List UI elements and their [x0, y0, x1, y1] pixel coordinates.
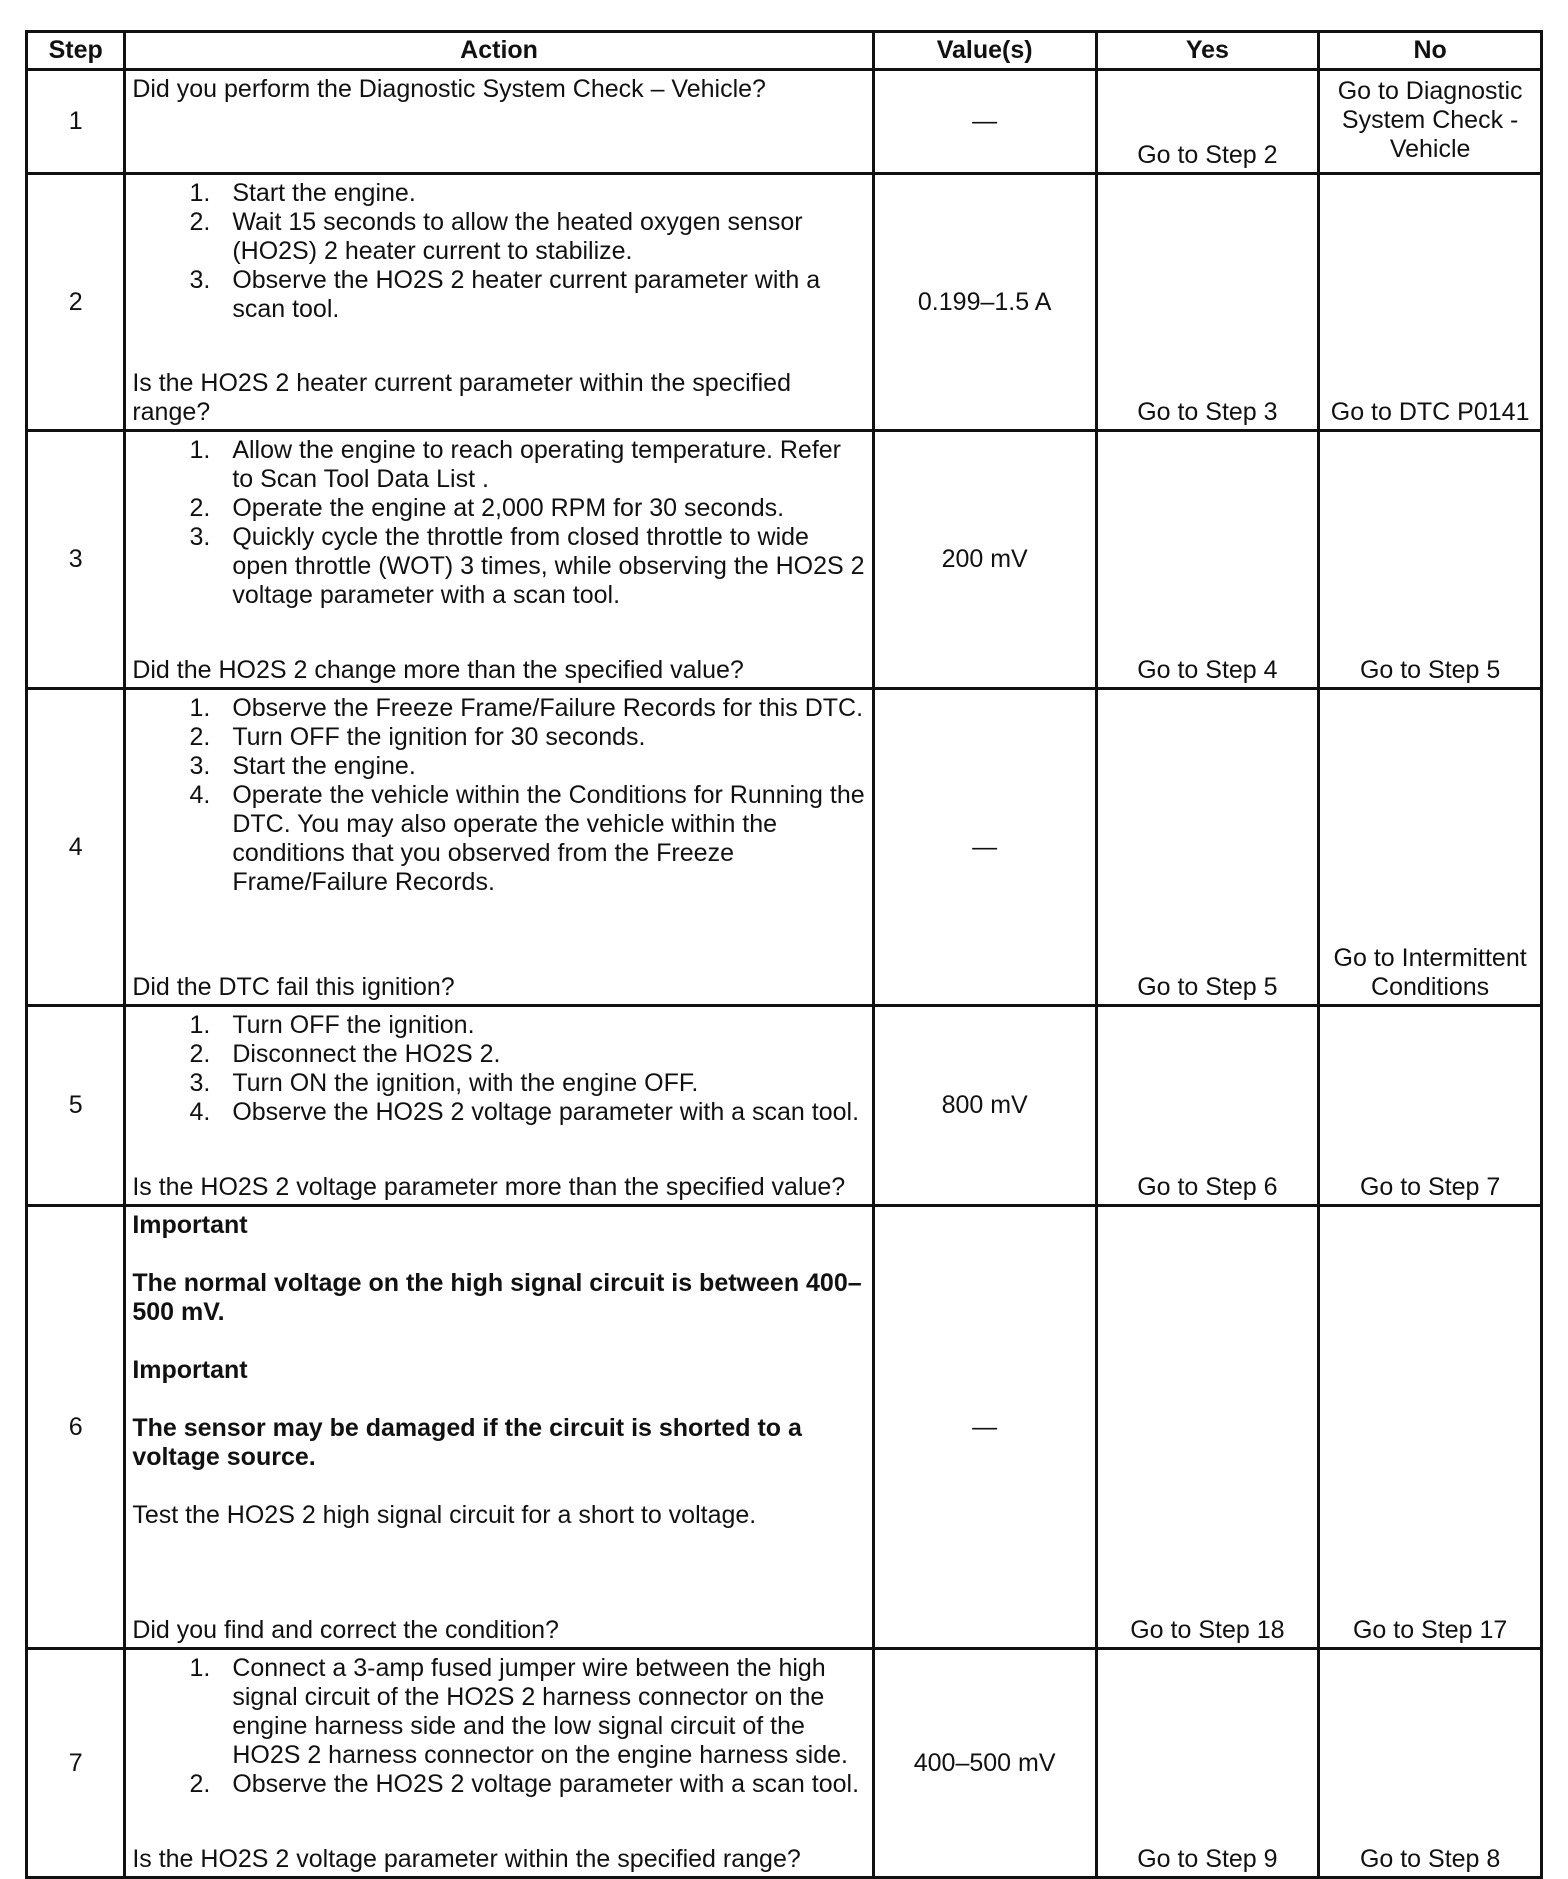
- table-row: [27, 1206, 1542, 1649]
- table-row: [27, 70, 1542, 174]
- action-cell: [125, 1206, 873, 1649]
- yes-cell: Go to Step 3: [1096, 174, 1319, 431]
- action-question: Is the HO2S 2 heater current parameter within the specified range?: [132, 369, 791, 426]
- yes-cell: Go to Step 5: [1096, 689, 1319, 1006]
- value-cell: 400–500 mV: [873, 1649, 1096, 1878]
- action-steps: [132, 436, 865, 610]
- list-item: 2. Turn OFF the ignition for 30 seconds.: [189, 723, 646, 751]
- action-question: Did the HO2S 2 change more than the specified value?: [132, 656, 744, 684]
- no-cell: Go to DTC P0141: [1319, 174, 1542, 431]
- header-row: [27, 32, 1542, 70]
- list-item: 1. Allow the engine to reach operating temperature. Refer to Scan Tool Data List .: [189, 436, 842, 493]
- step-number: 6: [27, 1206, 125, 1649]
- action-cell: [125, 689, 873, 1006]
- important-label: Important: [132, 1356, 248, 1384]
- no-cell: Go to Step 8: [1319, 1649, 1542, 1878]
- action-cell: [125, 174, 873, 431]
- important-note: The sensor may be damaged if the circuit is shorted to a voltage source.: [132, 1414, 802, 1471]
- table-row: [27, 431, 1542, 689]
- value-cell: 800 mV: [873, 1006, 1096, 1206]
- no-cell: Go to Step 17: [1319, 1206, 1542, 1649]
- header-action: Action: [125, 32, 873, 70]
- step-number: 7: [27, 1649, 125, 1878]
- important-label: Important: [132, 1211, 248, 1239]
- header-yes: Yes: [1096, 32, 1319, 70]
- list-item: 3. Observe the HO2S 2 heater current parameter with a scan tool.: [189, 266, 821, 323]
- list-item: 1. Observe the Freeze Frame/Failure Records for this DTC.: [189, 694, 864, 722]
- action-question: Is the HO2S 2 voltage parameter more than the specified value?: [132, 1173, 846, 1201]
- step-number: 2: [27, 174, 125, 431]
- no-cell: Go to Step 5: [1319, 431, 1542, 689]
- list-item: 2. Disconnect the HO2S 2.: [189, 1040, 501, 1068]
- action-cell: [125, 431, 873, 689]
- table-row: [27, 174, 1542, 431]
- step-number: 4: [27, 689, 125, 1006]
- value-cell: —: [873, 1206, 1096, 1649]
- header-values: Value(s): [873, 32, 1096, 70]
- action-question: Is the HO2S 2 voltage parameter within the specified range?: [132, 1845, 801, 1873]
- list-item: 2. Operate the engine at 2,000 RPM for 30 seconds.: [189, 494, 785, 522]
- list-item: 1. Connect a 3-amp fused jumper wire between the high signal circuit of the HO2S 2 harness connector on the engine harness side and the low signal circuit of the HO2S 2 harness connector on the engine harness side.: [189, 1654, 848, 1769]
- action-steps: [132, 1654, 865, 1799]
- action-steps: [132, 1011, 865, 1127]
- list-item: 3. Start the engine.: [189, 752, 416, 780]
- no-cell: Go to Diagnostic System Check - Vehicle: [1319, 70, 1542, 174]
- value-cell: 200 mV: [873, 431, 1096, 689]
- value-cell: —: [873, 689, 1096, 1006]
- step-number: 1: [27, 70, 125, 174]
- list-item: 1. Turn OFF the ignition.: [189, 1011, 475, 1039]
- list-item: 3. Quickly cycle the throttle from closed throttle to wide open throttle (WOT) 3 times, while observing the HO2S 2 voltage parameter with a scan tool.: [189, 523, 865, 609]
- action-steps: [132, 179, 865, 324]
- yes-cell: Go to Step 9: [1096, 1649, 1319, 1878]
- yes-cell: Go to Step 2: [1096, 70, 1319, 174]
- action-question: Did you find and correct the condition?: [132, 1616, 559, 1644]
- list-item: 4. Operate the vehicle within the Conditions for Running the DTC. You may also operate the vehicle within the conditions that you observed from the Freeze Frame/Failure Records.: [189, 781, 865, 896]
- action-cell: [125, 1006, 873, 1206]
- table-row: [27, 689, 1542, 1006]
- list-item: 2. Wait 15 seconds to allow the heated oxygen sensor (HO2S) 2 heater current to stabilize.: [189, 208, 803, 265]
- value-cell: 0.199–1.5 A: [873, 174, 1096, 431]
- yes-cell: Go to Step 18: [1096, 1206, 1319, 1649]
- value-cell: —: [873, 70, 1096, 174]
- table-row: [27, 1006, 1542, 1206]
- action-cell: [125, 70, 873, 174]
- list-item: 3. Turn ON the ignition, with the engine OFF.: [189, 1069, 699, 1097]
- no-cell: Go to Step 7: [1319, 1006, 1542, 1206]
- header-step: Step: [27, 32, 125, 70]
- header-no: No: [1319, 32, 1542, 70]
- action-question: Did the DTC fail this ignition?: [132, 973, 455, 1001]
- step-number: 5: [27, 1006, 125, 1206]
- no-cell: Go to Intermittent Conditions: [1319, 689, 1542, 1006]
- yes-cell: Go to Step 6: [1096, 1006, 1319, 1206]
- important-note: The normal voltage on the high signal circuit is between 400–500 mV.: [132, 1269, 862, 1326]
- diagnostic-table: [25, 30, 1543, 1879]
- action-steps: [132, 694, 865, 897]
- yes-cell: Go to Step 4: [1096, 431, 1319, 689]
- step-number: 3: [27, 431, 125, 689]
- action-question: Did you perform the Diagnostic System Check – Vehicle?: [132, 75, 766, 103]
- list-item: 4. Observe the HO2S 2 voltage parameter with a scan tool.: [189, 1098, 860, 1126]
- action-cell: [125, 1649, 873, 1878]
- action-instruction: Test the HO2S 2 high signal circuit for a short to voltage.: [132, 1501, 757, 1529]
- list-item: 1. Start the engine.: [189, 179, 416, 207]
- list-item: 2. Observe the HO2S 2 voltage parameter with a scan tool.: [189, 1770, 860, 1798]
- table-row: [27, 1649, 1542, 1878]
